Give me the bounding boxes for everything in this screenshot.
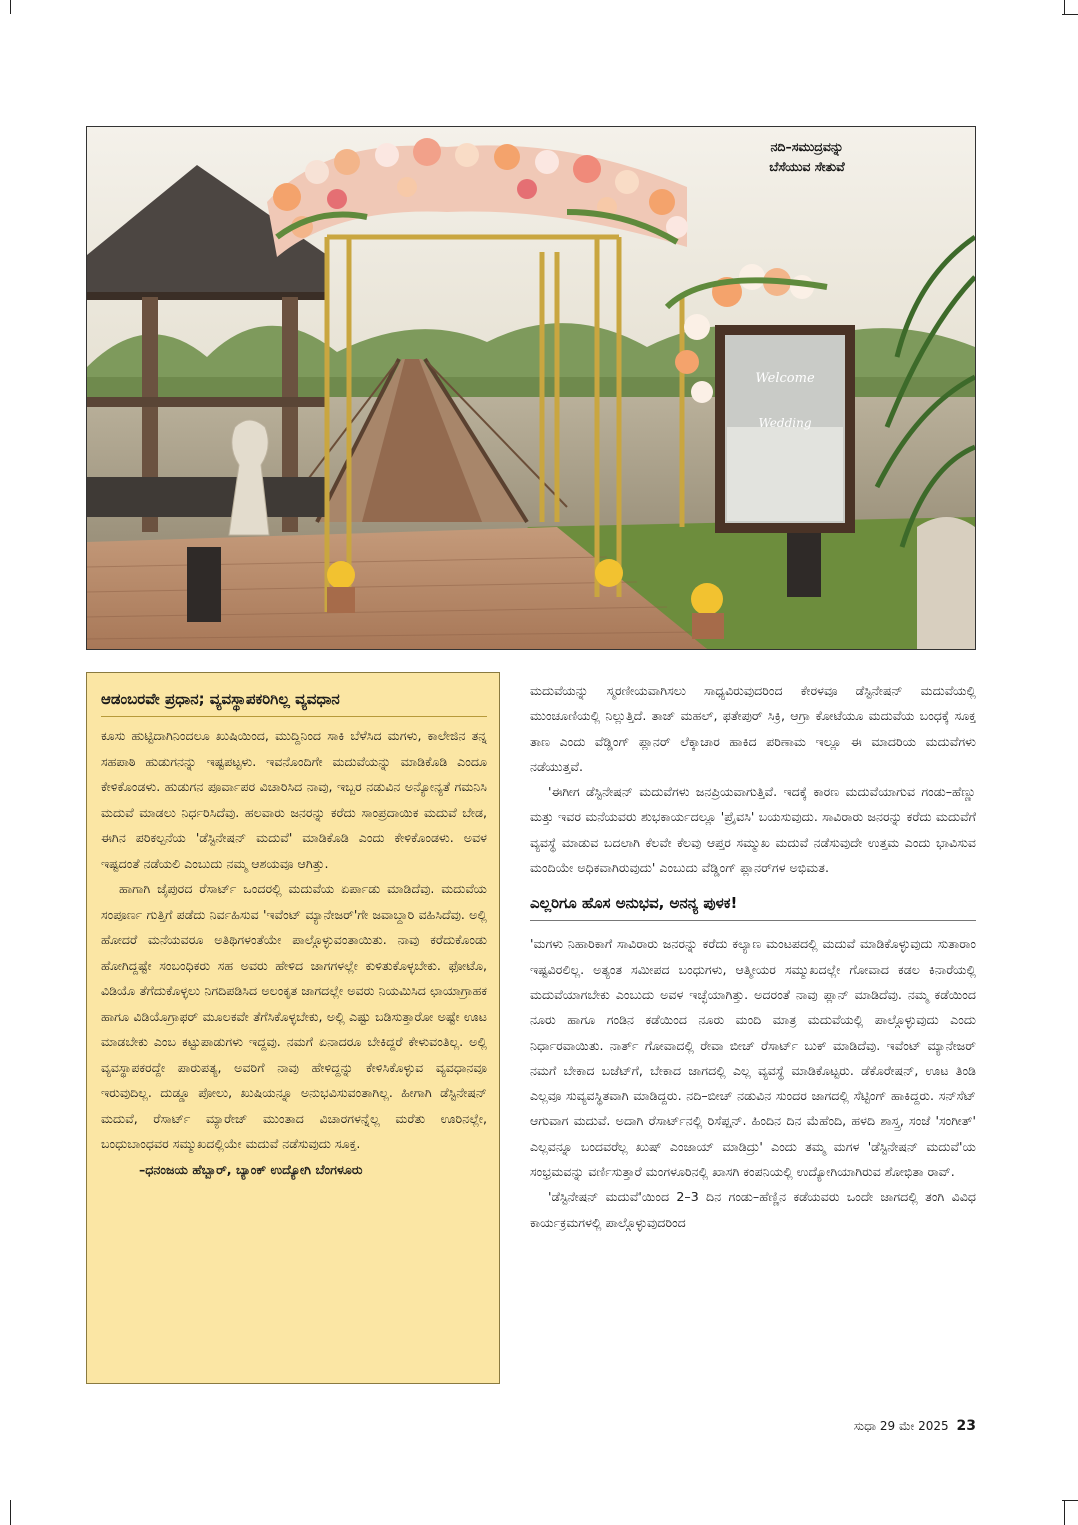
article-paragraph: 'ಮಗಳು ನಿಹಾರಿಕಾಗೆ ಸಾವಿರಾರು ಜನರನ್ನು ಕರೆದು ಕಲ್ಯಾಣ ಮಂಟಪದಲ್ಲಿ ಮದುವೆ ಮಾಡಿಕೊಳ್ಳುವುದು ಸುತಾರಾಂ ಇಷ್ಟವಿರಲಿಲ್ಲ. ಅತ್ಯಂತ ಸಮೀಪದ ಬಂಧುಗಳು, ಆತ್ಮೀಯರ ಸಮ್ಮುಖದಲ್ಲೇ ಗೋವಾದ ಕಡಲ ಕಿನಾರೆಯಲ್ಲಿ ಮದುವೆಯಾಗಬೇಕು ಎಂಬುದು ಅವಳ ಇಚ್ಛೆಯಾಗಿತ್ತು. ಅದರಂತೆ ನಾವು ಪ್ಲಾನ್ ಮಾಡಿದೆವು. ನಮ್ಮ ಕಡೆಯಿಂದ ನೂರು ಹಾಗೂ ಗಂಡಿನ ಕಡೆಯಿಂದ ನೂರು ಮಂದಿ ಮಾತ್ರ ಮದುವೆಯಲ್ಲಿ ಪಾಲ್ಗೊಳ್ಳುವುದು ಎಂದು ನಿರ್ಧಾರವಾಯಿತು. ನಾರ್ತ್ ಗೋವಾದಲ್ಲಿ ರೇವಾ ಬೀಚ್ ರೆಸಾರ್ಟ್ ಬುಕ್ ಮಾಡಿದೆವು. ಇವೆಂಟ್ ಮ್ಯಾನೇಜರ್ ನಮಗೆ ಬೇಕಾದ ಬಜೆಟ್‌ಗೆ, ಬೇಕಾದ ಜಾಗದಲ್ಲಿ ಎಲ್ಲ ವ್ಯವಸ್ಥೆ ಮಾಡಿಕೊಟ್ಟರು. ಡೆಕೊರೇಷನ್, ಊಟ ತಿಂಡಿ ಎಲ್ಲವೂ ಸುವ್ಯವಸ್ಥಿತವಾಗಿ ಮಾಡಿದ್ದರು. ನದಿ–ಬೀಚ್ ನಡುವಿನ ಸುಂದರ ಜಾಗದಲ್ಲಿ ಸೆಟ್ಟಿಂಗ್ ಹಾಕಿದ್ದರು. ಸನ್‌ಸೆಟ್ ಆಗುವಾಗ ಮದುವೆ. ಅದಾಗಿ ರೆಸಾರ್ಟ್‌ನಲ್ಲಿ ರಿಸೆಪ್ಷನ್. ಹಿಂದಿನ ದಿನ ಮೆಹೆಂದಿ, ಹಳದಿ ಶಾಸ್ತ್ರ, ಸಂಜೆ 'ಸಂಗೀತ್' ಎಲ್ಲವನ್ನೂ ಬಂದವರೆಲ್ಲ ಖುಷ್‌ ಎಂಜಾಯ್ ಮಾಡಿದ್ರು' ಎಂದು ತಮ್ಮ ಮಗಳ 'ಡೆಸ್ಟಿನೇಷನ್ ಮದುವೆ'ಯ ಸಂಭ್ರಮವನ್ನು ವರ್ಣಿಸುತ್ತಾರೆ ಮಂಗಳೂರಿನಲ್ಲಿ ಖಾಸಗಿ ಕಂಪನಿಯಲ್ಲಿ ಉದ್ಯೋಗಿಯಾಗಿರುವ ಶೋಭಿತಾ ರಾವ್.: [530, 936, 976, 1180]
photo-caption: [707, 137, 907, 177]
article-subheading: ಎಲ್ಲರಿಗೂ ಹೊಸ ಅನುಭವ, ಅನನ್ಯ ಪುಳಕ!: [530, 890, 976, 921]
photo-caption-line1: ನದಿ–ಸಮುದ್ರವನ್ನು: [770, 139, 844, 154]
gazebo-bench: [87, 477, 327, 517]
photo-caption-line2: ಬೆಸೆಯುವ ಸೇತುವೆ: [769, 159, 845, 174]
article-paragraph: ಮದುವೆಯನ್ನು ಸ್ಮರಣೀಯವಾಗಿಸಲು ಸಾಧ್ಯವಿರುವುದರಿಂದ ಕೇರಳವೂ ಡೆಸ್ಟಿನೇಷನ್ ಮದುವೆಯಲ್ಲಿ ಮುಂಚೂಣಿಯಲ್ಲಿ ನಿಲ್ಲುತ್ತಿದೆ. ತಾಜ್ ಮಹಲ್, ಫತೇಪುರ್ ಸಿಕ್ರಿ, ಆಗ್ರಾ ಕೋಟೆಯೂ ಮದುವೆಯ ಬಂಧಕ್ಕೆ ಸೂಕ್ತ ತಾಣ ಎಂದು ವೆಡ್ಡಿಂಗ್ ಪ್ಲಾನರ್ ಲೆಕ್ಕಾಚಾರ ಹಾಕಿದ ಪರಿಣಾಮ ಇಲ್ಲೂ ಈ ಮಾದರಿಯ ಮದುವೆಗಳು ನಡೆಯುತ್ತವೆ.: [530, 683, 976, 774]
lantern: [187, 547, 221, 622]
sidebar-signature: –ಧನಂಜಯ ಹೆಬ್ಬಾರ್, ಬ್ಯಾಂಕ್ ಉದ್ಯೋಗಿ ಬೆಂಗಳೂರು: [139, 1161, 363, 1177]
sidebar-paragraph: ಕೂಸು ಹುಟ್ಟಿದಾಗಿನಿಂದಲೂ ಖುಷಿಯಿಂದ, ಮುದ್ದಿನಿಂದ ಸಾಕಿ ಬೆಳೆಸಿದ ಮಗಳು, ಕಾಲೇಜಿನ ತನ್ನ ಸಹಪಾಠಿ ಹುಡುಗನನ್ನು ಇಷ್ಟಪಟ್ಟಳು. ಇವನೊಂದಿಗೇ ಮದುವೆಯನ್ನು ಮಾಡಿಕೊಡಿ ಎಂದೂ ಕೇಳಿಕೊಂಡಳು. ಹುಡುಗನ ಪೂರ್ವಾಪರ ವಿಚಾರಿಸಿದ ನಾವು, ಇಬ್ಬರ ನಡುವಿನ ಅನ್ಯೋನ್ಯತೆ ಗಮನಿಸಿ ಮದುವೆ ಮಾಡಲು ನಿರ್ಧರಿಸಿದೆವು. ಹಲವಾರು ಜನರನ್ನು ಕರೆದು ಸಾಂಪ್ರದಾಯಿಕ ಮದುವೆ ಬೇಡ, ಈಗಿನ ಪರಿಕಲ್ಪನೆಯ 'ಡೆಸ್ಟಿನೇಷನ್ ಮದುವೆ' ಮಾಡಿಕೊಡಿ ಎಂದು ಕೇಳಿಕೊಂಡಳು. ಅವಳ ಇಷ್ಟದಂತೆ ನಡೆಯಲಿ ಎಂಬುದು ನಮ್ಮ ಆಶಯವೂ ಆಗಿತ್ತು.: [101, 728, 487, 871]
magazine-issue: ಸುಧಾ 29 ಮೇ 2025: [853, 1419, 949, 1433]
marigold-pot: [327, 561, 355, 589]
marigold-pot: [691, 583, 723, 615]
photo-illustration: [87, 127, 975, 649]
planter: [917, 517, 975, 649]
crop-mark: [10, 0, 11, 14]
sign-text-welcome: Welcome: [755, 371, 815, 386]
sidebar-title: ಆಡಂಬರವೇ ಪ್ರಧಾನ; ವ್ಯವಸ್ಥಾಪಕರಿಗಿಲ್ಲ ವ್ಯವಧಾನ: [101, 687, 487, 717]
sign-text-wedding: Wedding: [758, 416, 812, 430]
sidebar-box: [86, 672, 500, 1384]
lantern: [787, 532, 821, 597]
sidebar-body: [101, 723, 487, 1157]
crop-mark: [1064, 1500, 1065, 1525]
crop-mark: [1062, 14, 1078, 15]
crop-mark: [1062, 1500, 1078, 1501]
page-footer: [854, 1418, 976, 1434]
crop-mark: [1064, 0, 1065, 14]
article-paragraph: 'ಈಗೀಗ ಡೆಸ್ಟಿನೇಷನ್ ಮದುವೆಗಳು ಜನಪ್ರಿಯವಾಗುತ್ತಿವೆ. ಇದಕ್ಕೆ ಕಾರಣ ಮದುವೆಯಾಗುವ ಗಂಡು–ಹೆಣ್ಣು ಮತ್ತು ಇವರ ಮನೆಯವರು ಶುಭಕಾರ್ಯದಲ್ಲೂ 'ಪ್ರೈವಸಿ' ಬಯಸುವುದು. ಸಾವಿರಾರು ಜನರನ್ನು ಕರೆದು ಮದುವೆಗೆ ವ್ಯವಸ್ಥೆ ಮಾಡುವ ಬದಲಾಗಿ ಕೆಲವೇ ಕೆಲವು ಆಪ್ತರ ಸಮ್ಮುಖ ಮದುವೆ ನಡೆಸುವುದೇ ಉತ್ತಮ ಎಂದು ಭಾವಿಸುವ ಮಂದಿಯೇ ಅಧಿಕವಾಗಿರುವುದು' ಎಂಬುದು ವೆಡ್ಡಿಂಗ್ ಪ್ಲಾನರ್‌ಗಳ ಅಭಿಮತ.: [530, 784, 976, 876]
article-paragraph: 'ಡೆಸ್ಟಿನೇಷನ್ ಮದುವೆ'ಯಿಂದ 2–3 ದಿನ ಗಂಡು–ಹೆಣ್ಣಿನ ಕಡೆಯವರು ಒಂದೇ ಜಾಗದಲ್ಲಿ ತಂಗಿ ವಿವಿಧ ಕಾರ್ಯಕ್ರಮಗಳಲ್ಲಿ ಪಾಲ್ಗೊಳ್ಳುವುದರಿಂದ: [530, 1189, 976, 1230]
crop-mark: [10, 1500, 11, 1525]
wedding-venue-photo: [86, 126, 976, 650]
sidebar-paragraph: ಹಾಗಾಗಿ ಜೈಪುರದ ರೆಸಾರ್ಟ್ ಒಂದರಲ್ಲಿ ಮದುವೆಯ ಏರ್ಪಾಡು ಮಾಡಿದೆವು. ಮದುವೆಯ ಸಂಪೂರ್ಣ ಗುತ್ತಿಗೆ ಪಡೆದು ನಿರ್ವಹಿಸುವ 'ಇವೆಂಟ್ ಮ್ಯಾನೇಜರ್'ಗೇ ಜವಾಬ್ದಾರಿ ವಹಿಸಿದೆವು. ಅಲ್ಲಿ ಹೋದರೆ ಮನೆಯವರೂ ಅತಿಥಿಗಳಂತೆಯೇ ಪಾಲ್ಗೊಳ್ಳುವಂತಾಯಿತು. ನಾವು ಕರೆದುಕೊಂಡು ಹೋಗಿದ್ದಷ್ಟೇ ಸಂಬಂಧಿಕರು ಸಹ ಅವರು ಹೇಳಿದ ಜಾಗಗಳಲ್ಲೇ ಕುಳಿತುಕೊಳ್ಳಬೇಕು. ಫೋಟೊ, ವಿಡಿಯೊ ತೆಗೆದುಕೊಳ್ಳಲು ನಿಗದಿಪಡಿಸಿದ ಅಲಂಕೃತ ಜಾಗದಲ್ಲೇ ಅವರು ನಿಯಮಿಸಿದ ಛಾಯಾಗ್ರಾಹಕ ಹಾಗೂ ವಿಡಿಯೊಗ್ರಾಫರ್ ಮೂಲಕವೇ ತೆಗೆಸಿಕೊಳ್ಳಬೇಕು, ಅಲ್ಲಿ ಎಷ್ಟು ಬಡಿಸುತ್ತಾರೋ ಅಷ್ಟೇ ಊಟ ಮಾಡಬೇಕು ಎಂಬ ಕಟ್ಟುಪಾಡುಗಳು ಇದ್ದವು. ನಮಗೆ ಏನಾದರೂ ಬೇಕಿದ್ದರೆ ಕೇಳುವಂತಿಲ್ಲ. ಅಲ್ಲಿ ವ್ಯವಸ್ಥಾಪಕರದ್ದೇ ಪಾರುಪತ್ಯ, ಅವರಿಗೆ ನಾವು ಹೇಳಿದ್ದನ್ನು ಕೇಳಿಸಿಕೊಳ್ಳುವ ವ್ಯವಧಾನವೂ ಇರುವುದಿಲ್ಲ. ದುಡ್ಡೂ ಪೋಲು, ಖುಷಿಯನ್ನೂ ಅನುಭವಿಸುವಂತಾಗಿಲ್ಲ. ಹೀಗಾಗಿ ಡೆಸ್ಟಿನೇಷನ್ ಮದುವೆ, ರೆಸಾರ್ಟ್ ಮ್ಯಾರೇಜ್ ಮುಂತಾದ ವಿಚಾರಗಳನ್ನೆಲ್ಲ ಮರೆತು ಊರಿನಲ್ಲೇ, ಬಂಧುಬಾಂಧವರ ಸಮ್ಮುಖದಲ್ಲಿಯೇ ಮದುವೆ ನಡೆಸುವುದು ಸೂಕ್ತ.: [101, 881, 487, 1151]
article-column: [530, 678, 976, 1235]
marigold-pot: [595, 559, 623, 587]
page-number: 23: [956, 1418, 976, 1434]
